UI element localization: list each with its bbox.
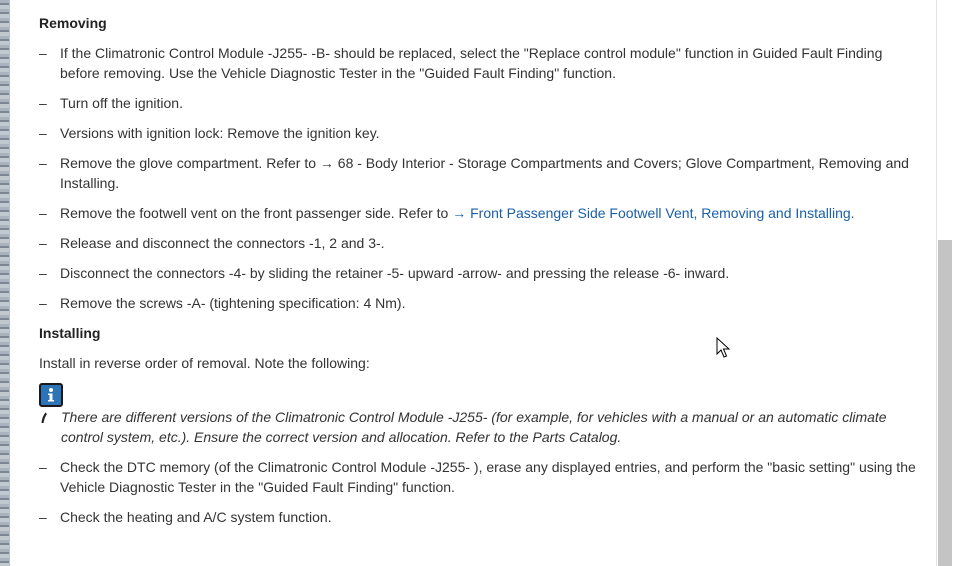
step-text: Disconnect the connectors -4- by sliding the retainer -5- upward -arrow- and pressing the release -6- inward. — [60, 265, 730, 281]
step-text: Remove the screws -A- (tightening specification: 4 Nm). — [60, 295, 406, 311]
step-text-prefix: Remove the footwell vent on the front passenger side. Refer to — [60, 205, 453, 221]
removing-heading: Removing — [39, 15, 107, 31]
dash-marker: – — [39, 235, 47, 251]
vertical-scrollbar-thumb[interactable] — [938, 240, 952, 566]
step-text: Release and disconnect the connectors -1, 2 and 3-. — [60, 235, 385, 251]
step-text — [60, 203, 920, 223]
dash-marker: – — [39, 95, 47, 111]
step-text-line-1: Remove the glove compartment. Refer to → 68 - Body Interior - Storage Compartments and Covers; Glove Compartment, Removing and — [60, 155, 909, 171]
note-text-line-2: control system, etc.). Ensure the correct version and allocation. Refer to the Parts Catalog. — [61, 429, 622, 445]
installing-intro: Install in reverse order of removal. Note the following: — [39, 355, 370, 371]
dash-marker: – — [39, 509, 47, 525]
note-bullet-icon — [40, 412, 48, 424]
dash-marker: – — [39, 265, 47, 281]
mouse-cursor-icon — [716, 337, 730, 359]
step-text-line-2: before removing. Use the Vehicle Diagnostic Tester in the "Guided Fault Finding" function. — [60, 65, 616, 81]
dash-marker: – — [39, 205, 47, 221]
step-text: Turn off the ignition. — [60, 95, 183, 111]
dash-marker: – — [39, 295, 47, 311]
step-text-line-1: Check the DTC memory (of the Climatronic Control Module -J255- ), erase any displayed entries, and perform the "basic setting" using the — [60, 459, 916, 475]
step-text-line-2: Vehicle Diagnostic Tester in the "Guided Fault Finding" function. — [60, 479, 455, 495]
installing-heading: Installing — [39, 325, 101, 341]
dash-marker: – — [39, 459, 47, 475]
note-text-line-1: There are different versions of the Climatronic Control Module -J255- (for example, for vehicles with a manual or an automatic climate — [61, 409, 887, 425]
step-text: Versions with ignition lock: Remove the ignition key. — [60, 125, 380, 141]
left-window-rail — [0, 0, 9, 566]
dash-marker: – — [39, 155, 47, 171]
step-text-line-1: If the Climatronic Control Module -J255- -B- should be replaced, select the "Replace control module" function in Guided Fault Finding — [60, 45, 883, 61]
dash-marker: – — [39, 45, 47, 61]
footwell-vent-link[interactable]: → Front Passenger Side Footwell Vent, Removing and Installing. — [452, 205, 855, 221]
dash-marker: – — [39, 125, 47, 141]
step-text-line-2: Installing. — [60, 175, 120, 191]
left-border-line — [9, 0, 10, 566]
info-icon — [39, 383, 63, 407]
step-text: Check the heating and A/C system function. — [60, 509, 332, 525]
